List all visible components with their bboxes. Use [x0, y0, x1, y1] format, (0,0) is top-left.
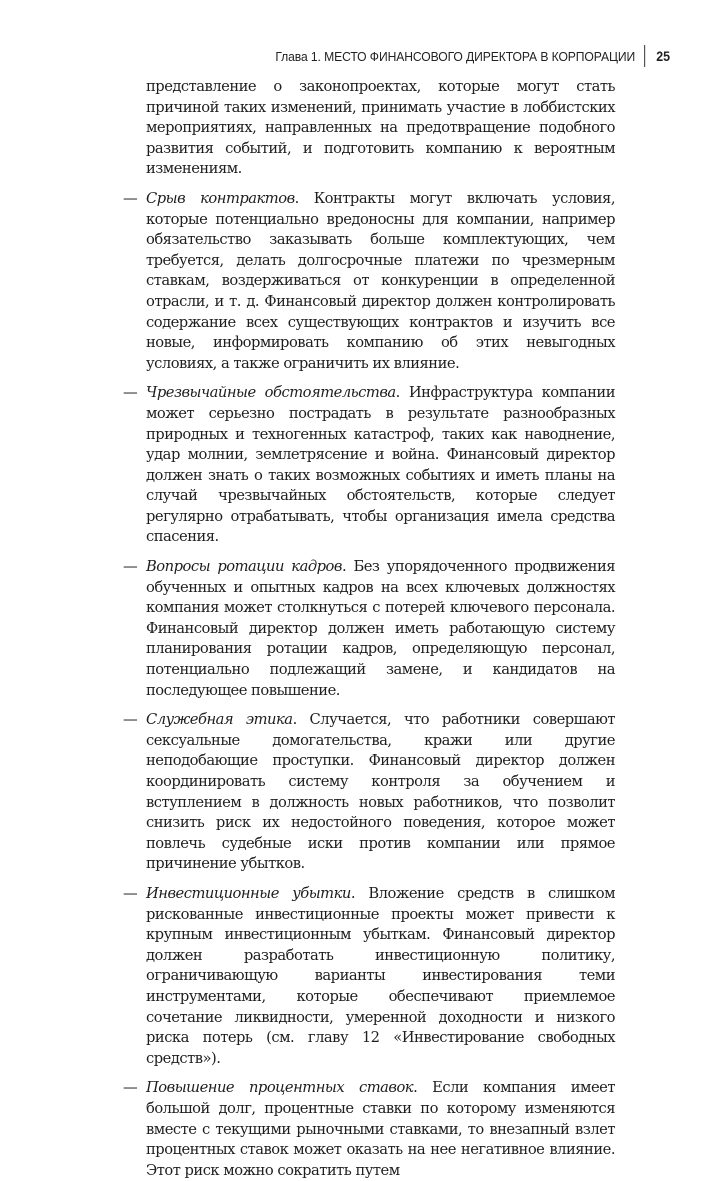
risk-item-ethics [123, 710, 615, 875]
header-divider [644, 45, 645, 67]
body-text [123, 77, 615, 1181]
item-term: Срыв контрактов [146, 189, 295, 207]
page-number: 25 [656, 48, 670, 64]
risk-item-interest-rates [123, 1078, 615, 1181]
chapter-title: МЕСТО ФИНАНСОВОГО ДИРЕКТОРА В КОРПОРАЦИИ [324, 48, 636, 64]
running-header [275, 43, 670, 69]
item-text: . Без упорядоченного продвижения обученных и опытных кадров на всех ключевых должностях компания может столкнуться с потерей ключевого персонала. Финансовый директор должен иметь работающую систему планирования ротации кадров, определяющую персонал, потенциально подлежащий замене, и кандидатов на последующее повышение. [146, 558, 615, 699]
item-text: . Случается, что работники совершают сексуальные домогательства, кражи или другие неподобающие проступки. Финансовый директор должен координировать систему контроля за обучением и вступлением в должность новых работников, что позволит снизить риск их недостойного поведения, которое может повлечь судебные иски против компании или прямое причинение убытков. [146, 711, 615, 873]
item-term: Чрезвычайные обстоятельства [146, 384, 396, 402]
item-term: Вопросы ротации кадров [146, 558, 342, 576]
item-text: . Если компания имеет большой долг, процентные ставки по которому изменяются вместе с текущими рыночными ставками, то внезапный взлет процентных ставок может оказать на нее негативное влияние. Этот риск можно сократить путем [146, 1079, 615, 1179]
chapter-label: Глава 1. [275, 48, 321, 64]
dash-marker: — [123, 1079, 138, 1097]
dash-marker: — [123, 189, 138, 207]
item-text: . Вложение средств в слишком рискованные инвестиционные проекты может привести к крупным инвестиционным убыткам. Финансовый директор должен разработать инвестиционную политику, ограничивающую варианты инвестирования теми инструментами, которые обеспечивают приемлемое сочетание ликвидности, умеренной доходности и низкого риска потерь (см. главу 12 «Инвестирование свободных средств»). [146, 884, 616, 1067]
dash-marker: — [123, 384, 138, 402]
dash-marker: — [123, 884, 138, 902]
risk-item-investment [123, 884, 616, 1069]
risk-item-contracts [123, 189, 615, 374]
item-term: Повышение процентных ставок [146, 1079, 414, 1097]
dash-marker: — [123, 711, 138, 729]
risk-item-emergency [123, 383, 615, 548]
dash-marker: — [123, 558, 138, 576]
item-term: Инвестиционные убытки [146, 884, 351, 902]
item-term: Служебная этика [146, 711, 293, 729]
risk-item-succession [123, 557, 615, 701]
item-text: . Инфраструктура компании может серьезно пострадать в результате разнообразных природных и техногенных катастроф, таких как наводнение, удар молнии, землетрясение и война. Финансовый директор должен знать о таких возможных событиях и иметь планы на случай чрезвычайных обстоятельств, которые следует регулярно отрабатывать, чтобы организация имела средства спасения. [146, 384, 615, 546]
lead-paragraph: представление о законопроектах, которые могут стать причиной таких изменений, принимать участие в лоббистских мероприятиях, направленных на предотвращение подобного развития событий, и подготовить компанию к вероятным изменениям. [146, 78, 615, 178]
item-text: . Контракты могут включать условия, которые потенциально вредоносны для компании, например обязательство заказывать больше комплектующих, чем требуется, делать долгосрочные платежи по чрезмерным ставкам, воздерживаться от конкуренции в определенной отрасли, и т. д. Финансовый директор должен контролировать содержание всех существующих контрактов и изучить все новые, информировать компанию об этих невыгодных условиях, а также ограничить их влияние. [146, 189, 615, 372]
